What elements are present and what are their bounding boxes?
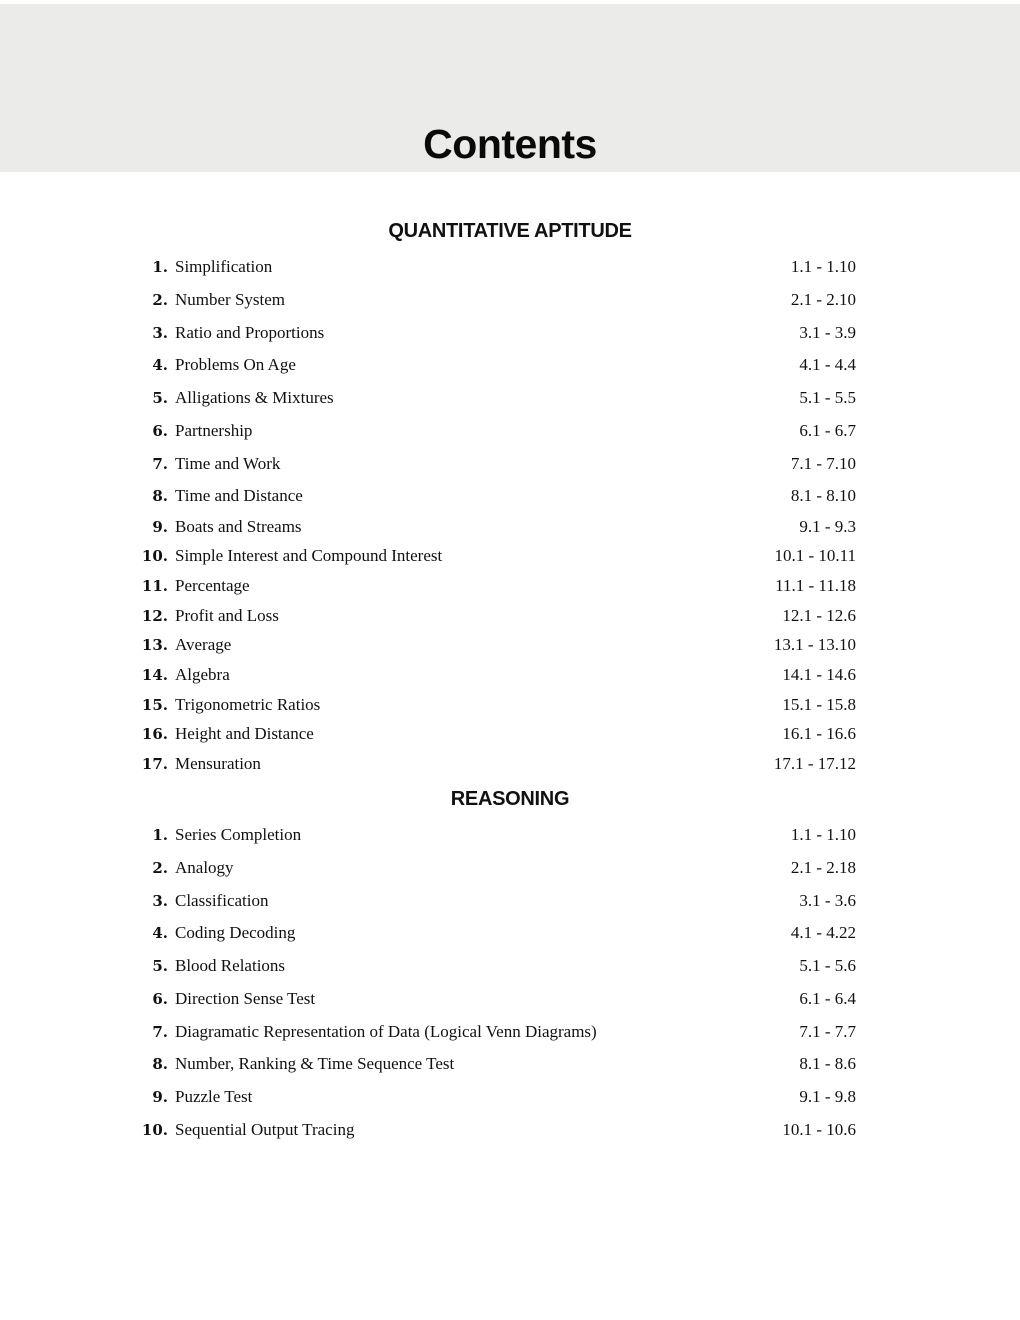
toc-entry-title: Alligations & Mixtures	[175, 388, 334, 407]
page-title: Contents	[423, 121, 597, 167]
toc-entry-pages: 12.1 - 12.6	[782, 606, 856, 625]
toc-entry-title: Mensuration	[175, 754, 261, 773]
toc-entry[interactable]	[0, 353, 1020, 377]
toc-entry[interactable]	[0, 386, 1020, 410]
toc-entry-pages: 10.1 - 10.11	[774, 546, 856, 565]
toc-entry-title: Boats and Streams	[175, 517, 302, 536]
toc-entry[interactable]	[0, 604, 1020, 628]
toc-entry-title: Analogy	[175, 858, 234, 877]
toc-entry-pages: 15.1 - 15.8	[782, 695, 856, 714]
toc-entry[interactable]	[0, 856, 1020, 880]
toc-entry-number: 5.	[152, 957, 168, 975]
toc-entry-title: Partnership	[175, 421, 253, 440]
toc-entry-title: Trigonometric Ratios	[175, 695, 321, 714]
toc-entry[interactable]	[0, 255, 1020, 279]
toc-entry-pages: 9.1 - 9.3	[799, 517, 856, 536]
toc-entry[interactable]	[0, 484, 1020, 508]
toc-entry-title: Algebra	[175, 665, 230, 684]
toc-entry-pages: 14.1 - 14.6	[782, 665, 856, 684]
toc-entry-pages: 10.1 - 10.6	[782, 1120, 856, 1139]
toc-entry-pages: 7.1 - 7.10	[790, 454, 856, 473]
toc-entry[interactable]	[0, 1118, 1020, 1142]
toc-entry-pages: 13.1 - 13.10	[773, 635, 856, 654]
toc-entry-number: 10.	[141, 547, 168, 565]
toc-entry[interactable]	[0, 889, 1020, 913]
toc-entry-number: 12.	[141, 607, 168, 625]
toc-entry-title: Problems On Age	[175, 355, 296, 374]
toc-entry[interactable]	[0, 419, 1020, 443]
toc-entry-pages: 2.1 - 2.18	[790, 858, 856, 877]
toc-entry-number: 15.	[141, 696, 168, 714]
toc-entry-title: Diagramatic Representation of Data (Logical Venn Diagrams)	[175, 1022, 597, 1041]
toc-entry-number: 10.	[141, 1121, 168, 1139]
toc-entry-title: Direction Sense Test	[175, 989, 316, 1008]
toc-entry-pages: 1.1 - 1.10	[790, 825, 856, 844]
toc-entry-number: 9.	[152, 1088, 168, 1106]
section-heading-quantitative: QUANTITATIVE APTITUDE	[388, 220, 632, 242]
toc-entry-title: Number, Ranking & Time Sequence Test	[175, 1054, 455, 1073]
toc-entry[interactable]	[0, 693, 1020, 717]
toc-entry-pages: 3.1 - 3.9	[799, 323, 856, 342]
toc-entry-title: Profit and Loss	[175, 606, 279, 625]
toc-entry-number: 5.	[152, 389, 168, 407]
toc-entry-number: 4.	[152, 924, 168, 942]
toc-entry-number: 7.	[152, 1023, 168, 1041]
toc-entry-number: 14.	[141, 666, 168, 684]
toc-entry-title: Percentage	[175, 576, 250, 595]
toc-entry-number: 7.	[152, 455, 168, 473]
toc-entry[interactable]	[0, 1020, 1020, 1044]
toc-entry-number: 16.	[141, 725, 168, 743]
toc-entry-pages: 1.1 - 1.10	[790, 257, 856, 276]
toc-entry-number: 2.	[152, 291, 168, 309]
toc-entry-title: Series Completion	[175, 825, 302, 844]
toc-entry[interactable]	[0, 954, 1020, 978]
toc-entry-pages: 8.1 - 8.6	[799, 1054, 856, 1073]
toc-entry-title: Puzzle Test	[175, 1087, 253, 1106]
toc-entry-pages: 7.1 - 7.7	[799, 1022, 856, 1041]
toc-entry-title: Height and Distance	[175, 724, 314, 743]
toc-entry-pages: 6.1 - 6.7	[799, 421, 856, 440]
toc-entry[interactable]	[0, 574, 1020, 598]
section-heading-reasoning: REASONING	[450, 788, 570, 810]
toc-entry-number: 2.	[152, 859, 168, 877]
toc-entry[interactable]	[0, 921, 1020, 945]
toc-entry-pages: 16.1 - 16.6	[782, 724, 856, 743]
toc-entry-title: Classification	[175, 891, 269, 910]
toc-entry-number: 4.	[152, 356, 168, 374]
toc-entry-pages: 5.1 - 5.5	[799, 388, 856, 407]
toc-entry[interactable]	[0, 722, 1020, 746]
toc-entry[interactable]	[0, 663, 1020, 687]
toc-entry-pages: 4.1 - 4.4	[799, 355, 856, 374]
toc-entry-title: Simple Interest and Compound Interest	[175, 546, 443, 565]
toc-entry-title: Time and Distance	[175, 486, 303, 505]
toc-entry-number: 13.	[141, 636, 168, 654]
toc-entry-title: Number System	[175, 290, 286, 309]
toc-entry-title: Ratio and Proportions	[175, 323, 325, 342]
toc-entry[interactable]	[0, 452, 1020, 476]
toc-entry[interactable]	[0, 752, 1020, 776]
toc-entry-number: 3.	[152, 892, 168, 910]
toc-entry-number: 6.	[152, 990, 168, 1008]
toc-entry-title: Simplification	[175, 257, 273, 276]
toc-entry-number: 8.	[152, 487, 168, 505]
toc-entry-pages: 17.1 - 17.12	[773, 754, 856, 773]
toc-entry[interactable]	[0, 515, 1020, 539]
toc-entry-title: Time and Work	[175, 454, 281, 473]
toc-entry-number: 8.	[152, 1055, 168, 1073]
toc-entry-pages: 11.1 - 11.18	[775, 576, 856, 595]
toc-entry-number: 9.	[152, 518, 168, 536]
toc-entry-pages: 5.1 - 5.6	[799, 956, 856, 975]
toc-entry[interactable]	[0, 1085, 1020, 1109]
toc-entry-number: 6.	[152, 422, 168, 440]
toc-entry-title: Sequential Output Tracing	[175, 1120, 355, 1139]
toc-entry[interactable]	[0, 633, 1020, 657]
toc-entry-number: 17.	[141, 755, 168, 773]
toc-entry-title: Blood Relations	[175, 956, 286, 975]
toc-entry[interactable]	[0, 1052, 1020, 1076]
toc-entry-pages: 4.1 - 4.22	[790, 923, 856, 942]
toc-entry-title: Coding Decoding	[175, 923, 296, 942]
toc-entry[interactable]	[0, 987, 1020, 1011]
toc-entry-number: 1.	[152, 258, 168, 276]
toc-entry-pages: 2.1 - 2.10	[790, 290, 856, 309]
toc-entry-number: 11.	[141, 577, 168, 595]
toc-entry-pages: 8.1 - 8.10	[790, 486, 856, 505]
toc-entry[interactable]	[0, 321, 1020, 345]
toc-entry-pages: 3.1 - 3.6	[799, 891, 856, 910]
toc-entry-number: 1.	[152, 826, 168, 844]
toc-entry[interactable]	[0, 823, 1020, 847]
toc-entry-pages: 9.1 - 9.8	[799, 1087, 856, 1106]
toc-entry-pages: 6.1 - 6.4	[799, 989, 856, 1008]
toc-entry-title: Average	[175, 635, 232, 654]
toc-entry-number: 3.	[152, 324, 168, 342]
toc-entry[interactable]	[0, 544, 1020, 568]
toc-entry[interactable]	[0, 288, 1020, 312]
